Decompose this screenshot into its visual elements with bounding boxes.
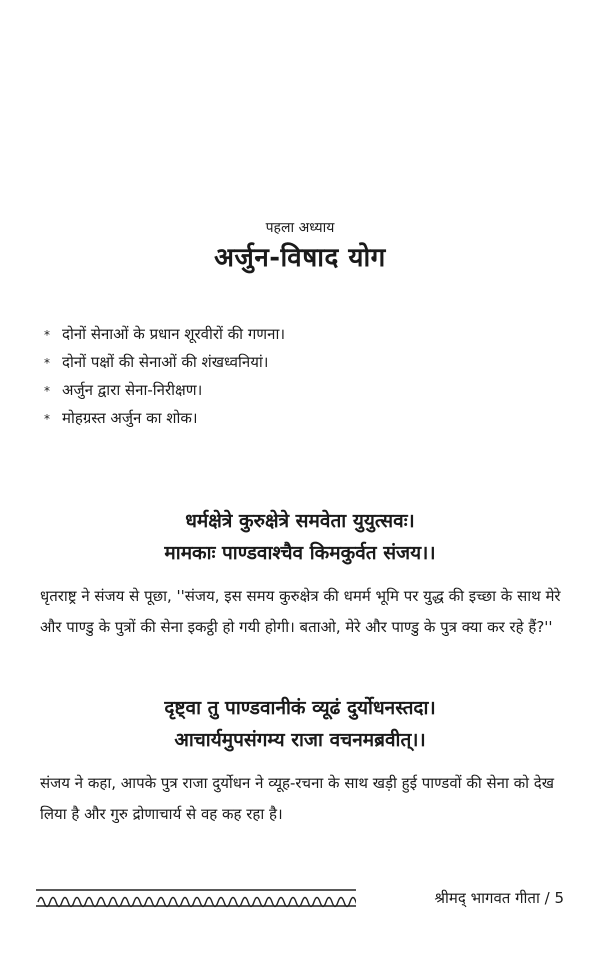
chapter-label: पहला अध्याय	[265, 220, 335, 236]
topic-text: दोनों सेनाओं के प्रधान शूरवीरों की गणना।	[62, 325, 286, 343]
verse-line: दृष्ट्वा तु पाण्डवानीकं व्यूढं दुर्योधनस्तदा।	[164, 697, 436, 719]
topic-item	[44, 376, 564, 404]
verse-1	[0, 505, 600, 569]
topic-item	[44, 404, 564, 432]
topic-text: दोनों पक्षों की सेनाओं की शंखध्वनियां।	[62, 353, 269, 371]
topic-list	[44, 320, 564, 432]
topic-text: अर्जुन द्वारा सेना-निरीक्षण।	[62, 381, 203, 399]
topic-text: मोहग्रस्त अर्जुन का शोक।	[62, 409, 198, 427]
topic-item	[44, 320, 564, 348]
chapter-title: अर्जुन-विषाद योग	[214, 243, 386, 273]
wave-border-decoration	[36, 888, 356, 908]
verse-line: आचार्यमुपसंगम्य राजा वचनमब्रवीत्।।	[174, 729, 426, 751]
topic-item	[44, 348, 564, 376]
verse-2	[0, 692, 600, 756]
asterisk-icon: *	[44, 328, 50, 342]
page-footer	[36, 884, 564, 912]
asterisk-icon: *	[44, 384, 50, 398]
translation-paragraph-2: संजय ने कहा, आपके पुत्र राजा दुर्योधन ने व्यूह-रचना के साथ खड़ी हुई पाण्डवों की सेना को देख लिया है और गुरु द्रोणाचार्य से वह कह रहा है।	[40, 774, 555, 823]
footer-book-title: श्रीमद् भागवत गीता / 5	[434, 889, 564, 907]
asterisk-icon: *	[44, 412, 50, 426]
asterisk-icon: *	[44, 356, 50, 370]
translation-paragraph-1: धृतराष्ट्र ने संजय से पूछा, ''संजय, इस समय कुरुक्षेत्र की धमर्म भूमि पर युद्ध की इच्छा के साथ मेरे और पाण्डु के पुत्रों की सेना इकट्ठी हो गयी होगी। बताओ, मेरे और पाण्डु के पुत्र क्या कर रहे हैं?''	[40, 587, 561, 636]
verse-line: धर्मक्षेत्रे कुरुक्षेत्रे समवेता युयुत्सवः।	[185, 510, 415, 532]
verse-line: मामकाः पाण्डवाश्चैव किमकुर्वत संजय।।	[164, 542, 436, 564]
